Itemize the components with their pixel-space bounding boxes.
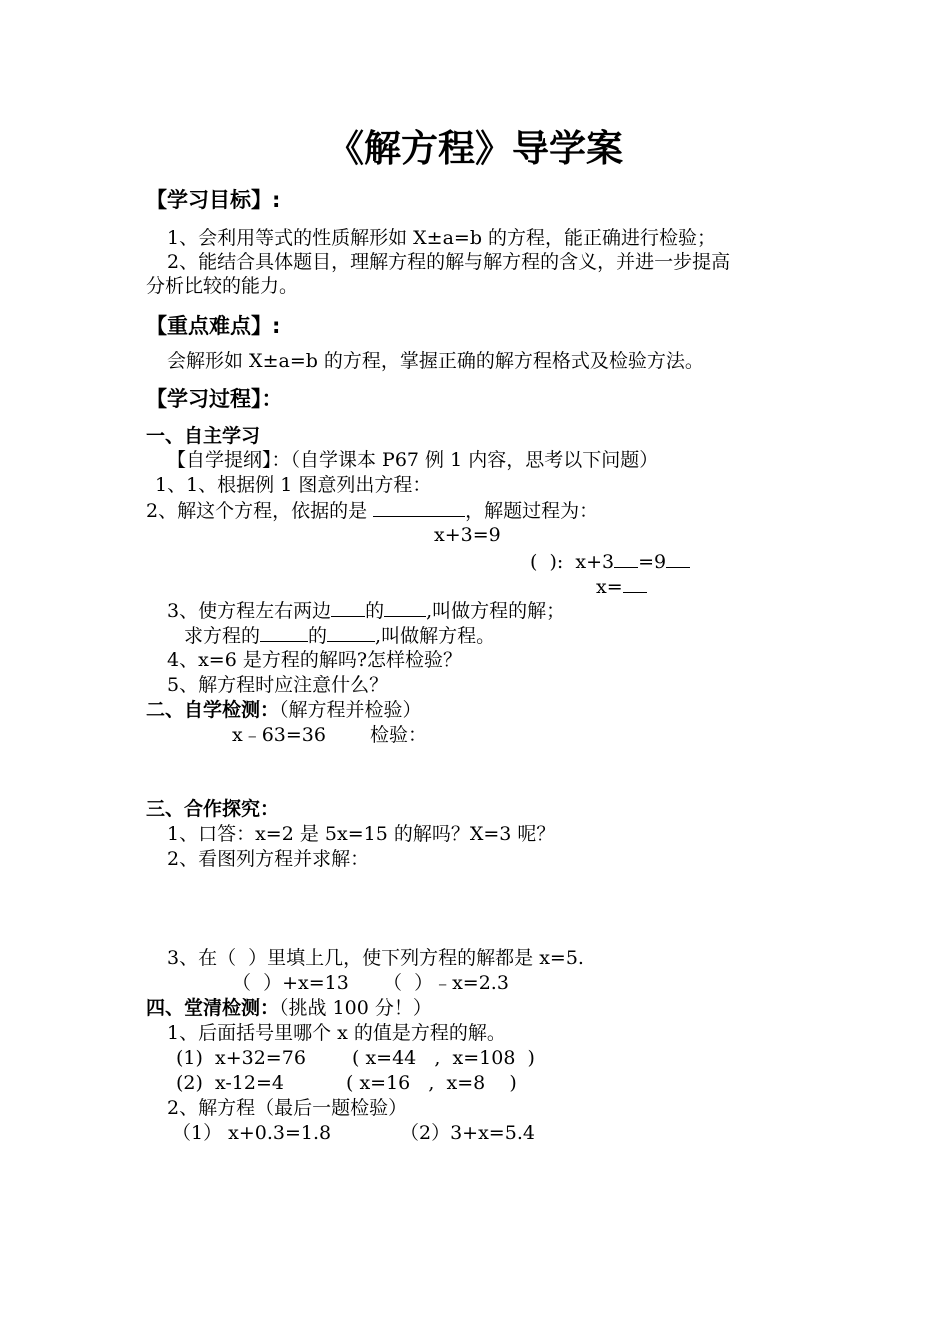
- question-3b-part-a: 求方程的: [184, 625, 261, 647]
- section3-question-2: 2、看图列方程并求解：: [167, 848, 370, 870]
- question-2-suffix: ，解题过程为：: [465, 500, 599, 522]
- section4-heading: 四、堂清检测：: [146, 997, 280, 1019]
- equation-line-1: x+3=9: [434, 524, 501, 546]
- equation-line-3: [596, 574, 647, 599]
- section4-q2-equation-1: （1） x+0.3=1.8: [172, 1122, 332, 1144]
- section4-q1-equation-a: (1) x+32=76: [176, 1047, 306, 1069]
- section2-note: （解方程并检验）: [279, 699, 422, 721]
- objective-item-1: 1、会利用等式的性质解形如 X±a=b 的方程，能正确进行检验；: [167, 227, 717, 249]
- question-3b-part-c: ,叫做解方程。: [375, 625, 496, 647]
- section1-outline: 【自学提纲】：（自学课本 P67 例 1 内容，思考以下问题）: [167, 449, 659, 471]
- page-title: 《解方程》导学案: [327, 127, 623, 170]
- process-heading: 【学习过程】：: [146, 387, 283, 411]
- section3-question-3: 3、在（ ）里填上几，使下列方程的解都是 x=5.: [167, 947, 584, 969]
- section1-question-4: 4、x=6 是方程的解吗?怎样检验？: [167, 649, 463, 671]
- answer-blank: [614, 549, 638, 568]
- question-3-part-a: 3、使方程左右两边: [167, 600, 332, 622]
- section3-heading: 三、合作探究：: [146, 798, 280, 820]
- section4-q1-options-b: ( x=16 , x=8 ): [346, 1072, 517, 1094]
- objectives-heading: 【学习目标】:: [146, 188, 281, 212]
- equation-line-2-part-b: =9: [638, 551, 667, 573]
- section1-heading: 一、自主学习: [146, 425, 261, 447]
- section4-q1-options-a: ( x=44 , x=108 ): [352, 1047, 535, 1069]
- section2-equation: x﹣63=36: [232, 724, 326, 746]
- section2-heading-line: [146, 698, 422, 722]
- section1-question-2: [146, 498, 598, 523]
- section4-question-2: 2、解方程（最后一题检验）: [167, 1097, 408, 1119]
- equation-line-2: [530, 549, 690, 574]
- key-points-text: 会解形如 X±a=b 的方程，掌握正确的解方程格式及检验方法。: [167, 350, 704, 372]
- answer-blank: [331, 598, 365, 617]
- section2-check-label: 检验：: [370, 724, 428, 746]
- answer-blank: [327, 623, 375, 642]
- section4-note: （挑战 100 分！）: [279, 997, 432, 1019]
- equation-line-3-text: x=: [596, 576, 623, 598]
- objective-item-2-line-2: 分析比较的能力。: [146, 275, 299, 297]
- section3-equation-2: （ ）﹣x=2.3: [383, 972, 509, 994]
- section1-question-3-line-2: [184, 623, 495, 648]
- section4-q2-equation-2: （2）3+x=5.4: [400, 1122, 535, 1144]
- section3-question-1: 1、口答：x=2 是 5x=15 的解吗？X=3 呢？: [167, 823, 556, 845]
- question-3b-part-b: 的: [308, 625, 328, 647]
- answer-blank: [260, 623, 308, 642]
- equation-line-2-part-a: ( ): x+3: [530, 551, 615, 573]
- section4-q1-equation-b: (2) x-12=4: [176, 1072, 284, 1094]
- key-points-heading: 【重点难点】:: [146, 314, 281, 338]
- section4-heading-line: [146, 996, 432, 1020]
- question-2-prefix: 2、解这个方程，依据的是: [146, 500, 368, 522]
- objective-item-2-line-1: 2、能结合具体题目，理解方程的解与解方程的含义，并进一步提高: [167, 251, 731, 273]
- section1-question-3: [167, 598, 565, 623]
- answer-blank: [373, 498, 465, 517]
- question-3-part-b: 的: [365, 600, 385, 622]
- section2-heading: 二、自学检测：: [146, 699, 280, 721]
- answer-blank: [384, 598, 426, 617]
- section1-question-5: 5、解方程时应注意什么？: [167, 674, 389, 696]
- question-3-part-c: ,叫做方程的解；: [426, 600, 566, 622]
- answer-blank: [666, 549, 690, 568]
- section1-question-1: 1、1、根据例 1 图意列出方程：: [155, 474, 432, 496]
- section3-equation-1: （ ）+x=13: [232, 972, 349, 994]
- answer-blank: [623, 574, 647, 593]
- section4-question-1: 1、后面括号里哪个 x 的值是方程的解。: [167, 1022, 506, 1044]
